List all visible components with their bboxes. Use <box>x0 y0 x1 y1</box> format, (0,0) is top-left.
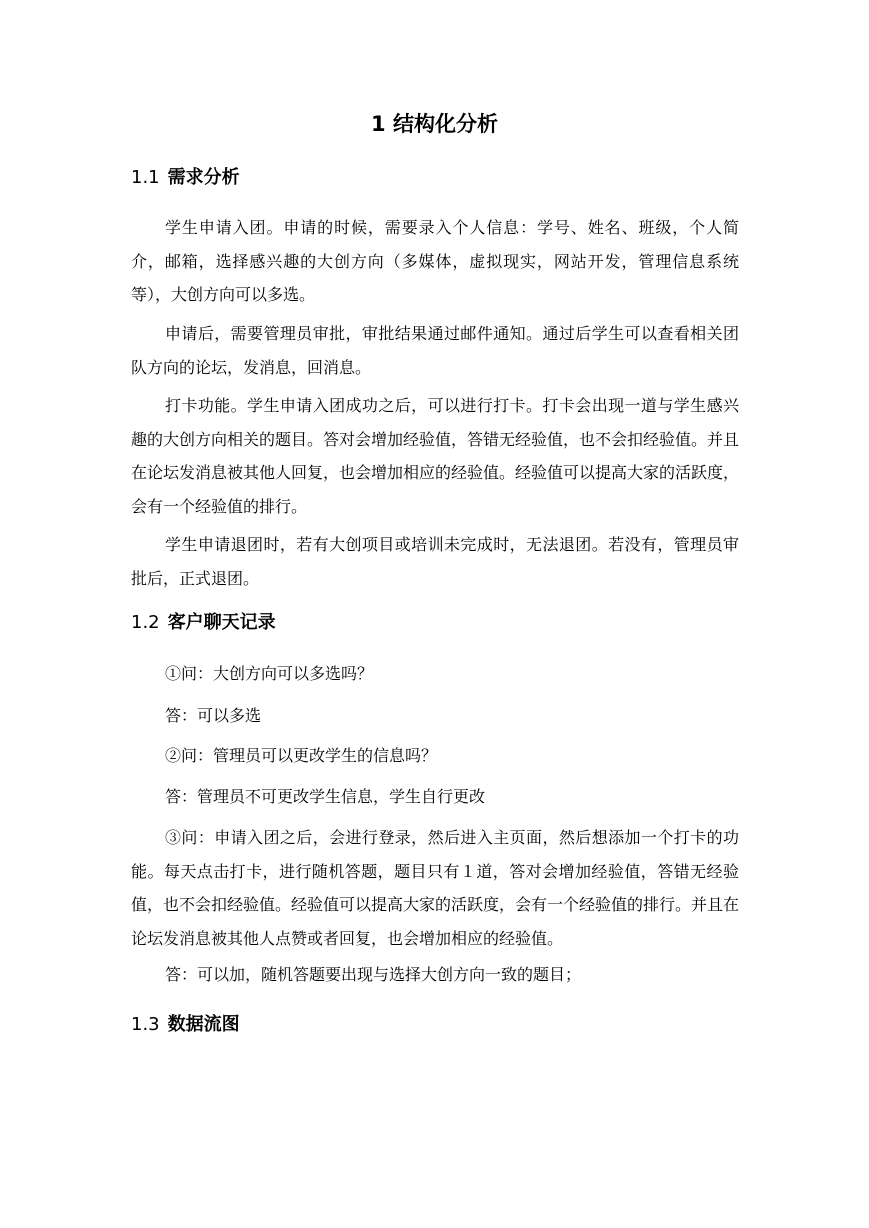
section-heading-chat-log <box>131 609 276 637</box>
chat-answer: 答：可以加，随机答题要出现与选择大创方向一致的题目； <box>165 965 582 984</box>
chat-question: ①问：大创方向可以多选吗？ <box>165 664 374 683</box>
requirements-paragraph: 打卡功能。学生申请入团成功之后，可以进行打卡。打卡会出现一道与学生感兴趣的大创方向相关的题目。答对会增加经验值，答错无经验值，也不会扣经验值。并且在论坛发消息被其他人回复，也会增加相应的经验值。经验值可以提高大家的活跃度，会有一个经验值的排行。 <box>131 396 740 516</box>
chat-answer: 答：管理员不可更改学生信息，学生自行更改 <box>165 787 486 806</box>
section-title: 数据流图 <box>167 1014 240 1035</box>
section-title: 客户聊天记录 <box>167 612 276 633</box>
section-title: 需求分析 <box>167 167 240 188</box>
requirements-paragraph: 申请后，需要管理员审批，审批结果通过邮件通知。通过后学生可以查看相关团队方向的论坛，发消息，回消息。 <box>131 324 739 377</box>
section-number: 1.2 <box>131 612 160 633</box>
chat-question: ②问：管理员可以更改学生的信息吗？ <box>165 746 438 765</box>
requirements-paragraph: 学生申请退团时，若有大创项目或培训未完成时，无法退团。若没有，管理员审批后，正式退团。 <box>131 535 739 588</box>
chapter-title: 1 结构化分析 <box>371 112 498 136</box>
chat-question: ③问：申请入团之后，会进行登录，然后进入主页面，然后想添加一个打卡的功能。每天点击打卡，进行随机答题，题目只有１道，答对会增加经验值，答错无经验值，也不会扣经验值。经验值可以提高大家的活跃度，会有一个经验值的排行。并且在论坛发消息被其他人点赞或者回复，也会增加相应的经验值。 <box>131 828 740 948</box>
chat-answer: 答：可以多选 <box>165 706 262 725</box>
section-number: 1.3 <box>131 1014 160 1035</box>
section-number: 1.1 <box>131 167 160 188</box>
section-heading-data-flow <box>131 1011 240 1039</box>
section-heading-requirements <box>131 164 240 192</box>
requirements-paragraph: 学生申请入团。申请的时候，需要录入个人信息：学号、姓名、班级，个人简介，邮箱，选择感兴趣的大创方向（多媒体，虚拟现实，网站开发，管理信息系统等），大创方向可以多选。 <box>131 218 739 304</box>
